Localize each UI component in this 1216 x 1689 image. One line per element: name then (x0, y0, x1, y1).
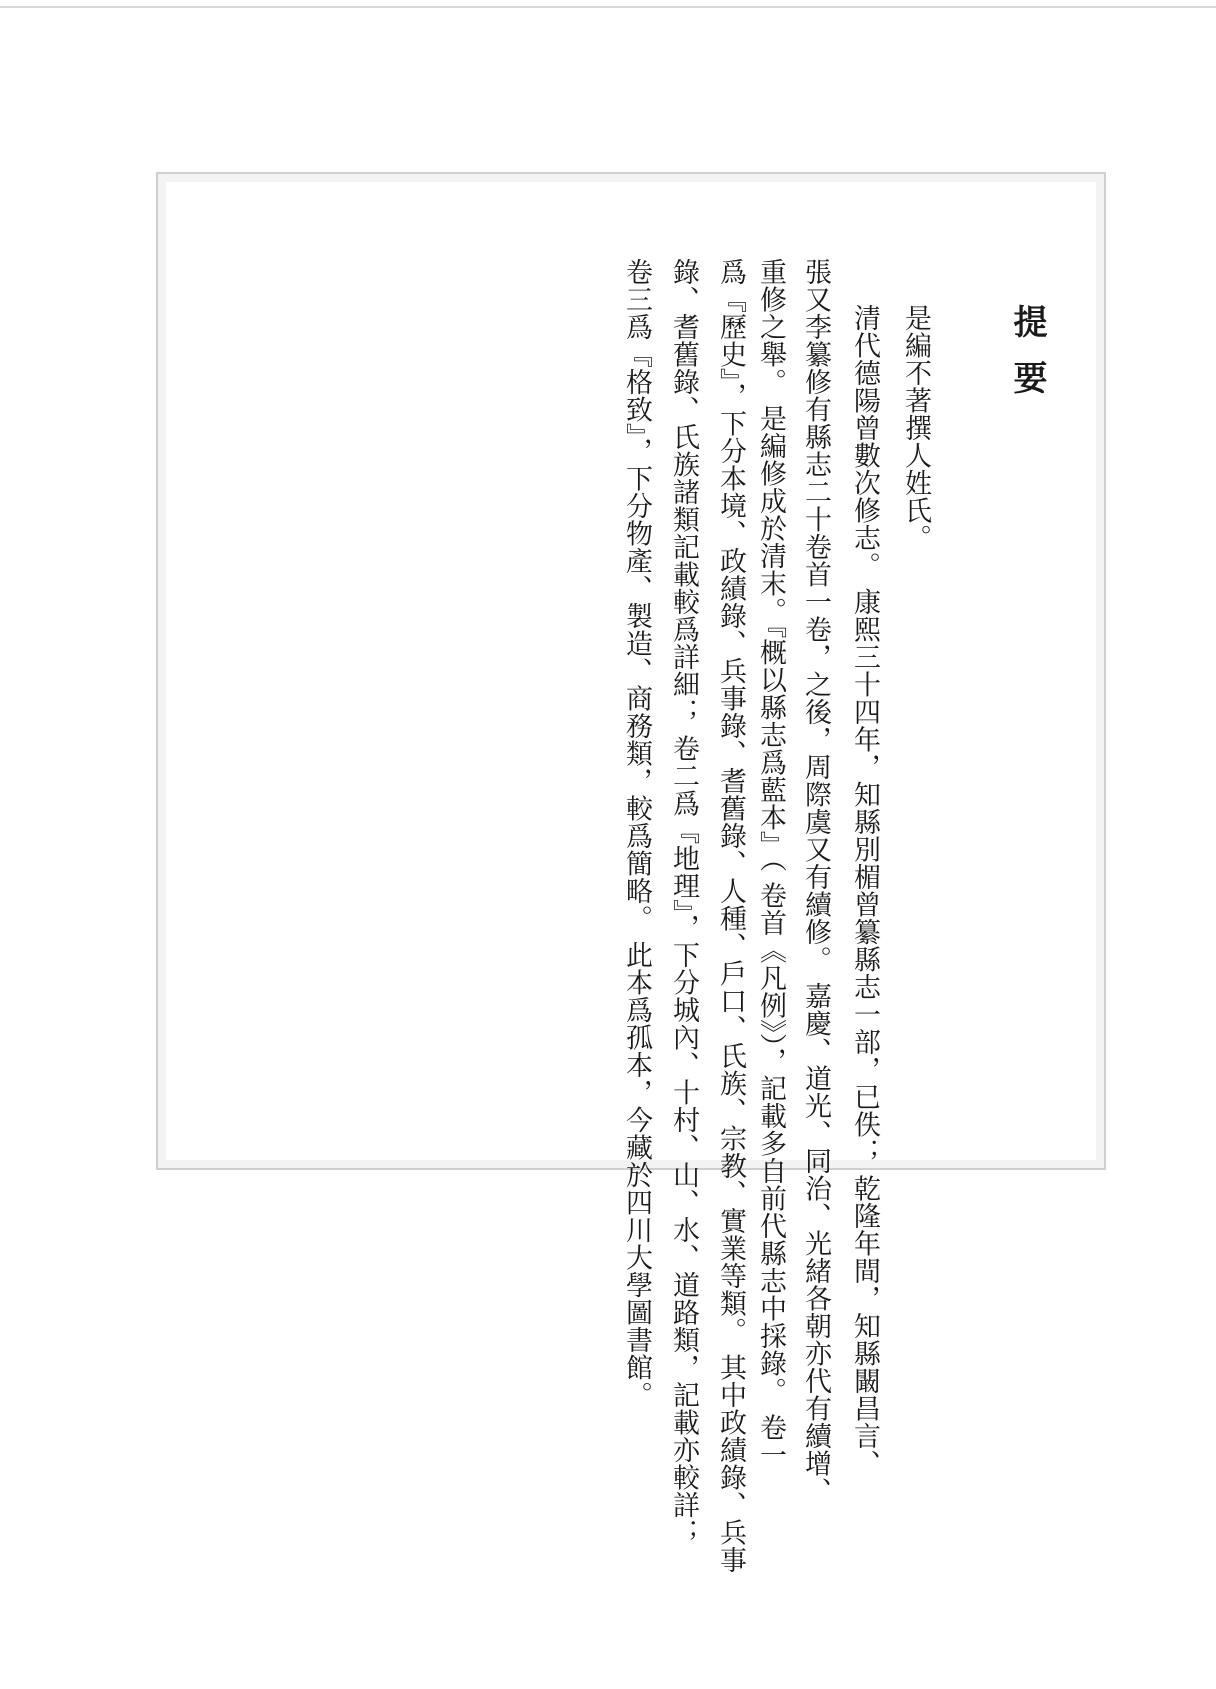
text-column-7: 卷三爲『格致』，下分物產、製造、商務類，較爲簡略。 此本爲孤本，今藏於四川大學圖書館。 (621, 258, 652, 1409)
text-column-4: 重修之舉。 是編修成於清末。『概以縣志爲藍本』（ 卷首《凡例》），記載多自前代縣志中採錄。 卷一 (755, 258, 786, 1469)
text-column-2: 清代德陽曾數次修志。 康熙三十四年，知縣別楣曾纂縣志一部，已佚； 乾隆年間，知縣闞昌言、 (849, 304, 880, 1478)
text-column-3: 張又李纂修有縣志二十卷首一卷，之後，周際虞又有續修。 嘉慶、道光、同治、光緒各朝亦代有續增、 (800, 258, 831, 1505)
text-column-5: 爲『歷史』，下分本境、政績錄、兵事錄、耆舊錄、人種、戶口、氏族、宗教、實業等類。 其中政績錄、兵事 (715, 258, 746, 1574)
page-title: 提要 (1007, 304, 1047, 416)
top-edge-line (0, 6, 1216, 8)
text-column-1: 是編不著撰人姓氏。 (900, 304, 931, 552)
text-column-6: 錄、耆舊錄、氏族諸類記載較爲詳細； 卷二爲『地理』，下分城內、十村、山、水、道路類，記載亦較詳； (668, 258, 699, 1547)
